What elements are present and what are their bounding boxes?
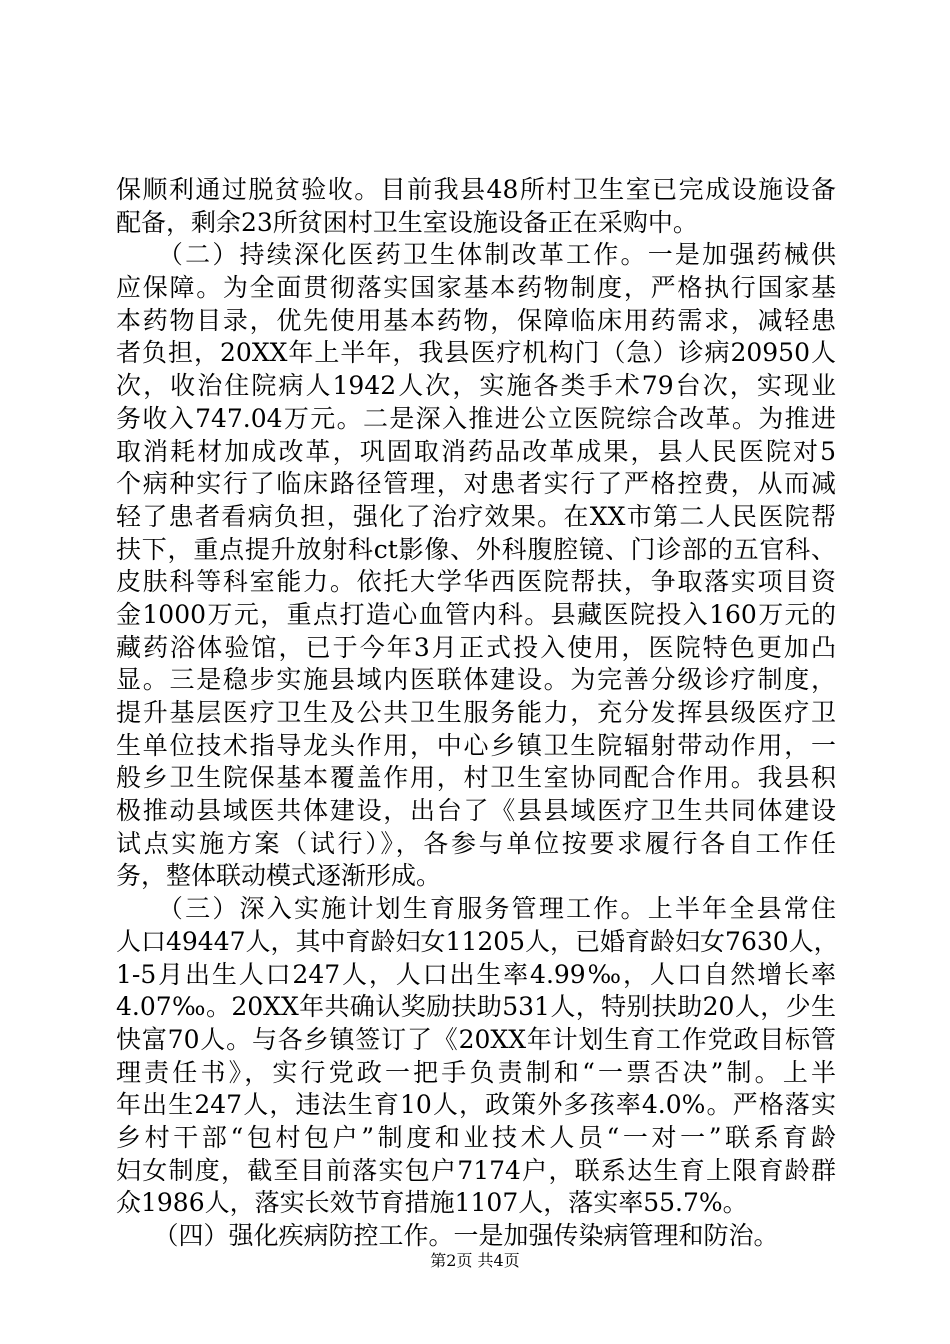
text-line: 皮肤科等科室能力。依托大学华西医院帮扶，争取落实项目资	[116, 567, 836, 597]
text-line: （二）持续深化医药卫生体制改革工作。一是加强药械供	[116, 240, 836, 270]
text-line: 乡村干部“包村包户”制度和业技术人员“一对一”联系育龄	[116, 1122, 836, 1152]
text-line: 应保障。为全面贯彻落实国家基本药物制度，严格执行国家基	[116, 273, 836, 303]
document-body	[116, 174, 839, 1253]
text-line: 务收入747.04万元。二是深入推进公立医院综合改革。为推进	[116, 403, 836, 433]
text-line: 轻了患者看病负担，强化了治疗效果。在XX市第二人民医院帮	[116, 501, 836, 531]
text-line: 本药物目录，优先使用基本药物，保障临床用药需求，减轻患	[116, 305, 836, 335]
text-line: 妇女制度，截至目前落实包户7174户，联系达生育上限育龄群	[116, 1155, 836, 1185]
text-line: 务，整体联动模式逐渐形成。	[116, 861, 442, 891]
text-line: 提升基层医疗卫生及公共卫生服务能力，充分发挥县级医疗卫	[116, 698, 836, 727]
text-line: 藏药浴体验馆，已于今年3月正式投入使用，医院特色更加凸	[116, 632, 836, 662]
text-line: 配备，剩余23所贫困村卫生室设施设备正在采购中。	[116, 207, 698, 237]
text-line: 保顺利通过脱贫验收。目前我县48所村卫生室已完成设施设备	[116, 175, 836, 204]
text-line: 试点实施方案（试行）》，各参与单位按要求履行各自工作任	[116, 828, 836, 858]
text-line: 者负担，20XX年上半年，我县医疗机构门（急）诊病20950人	[116, 338, 836, 368]
text-line: 理责任书》，实行党政一把手负责制和“一票否决”制。上半	[116, 1057, 836, 1087]
text-line: 取消耗材加成改革，巩固取消药品改革成果，县人民医院对5	[116, 436, 836, 466]
text-line: 年出生247人，违法生育10人，政策外多孩率4.0%。严格落实	[116, 1090, 836, 1120]
text-line: 人口49447人，其中育龄妇女11205人，已婚育龄妇女7630人，	[116, 926, 839, 956]
text-line: 极推动县域医共体建设，出台了《县县域医疗卫生共同体建设	[116, 796, 836, 826]
text-line: 扶下，重点提升放射科ct影像、外科腹腔镜、门诊部的五官科、	[116, 534, 836, 564]
text-line: 次，收治住院病人1942人次，实施各类手术79台次，实现业	[116, 371, 836, 401]
text-line: 4.07‰。20XX年共确认奖励扶助531人，特别扶助20人，少生	[116, 992, 836, 1022]
text-line: （四）强化疾病防控工作。一是加强传染病管理和防治。	[116, 1221, 779, 1250]
text-line: 金1000万元，重点打造心血管内科。县藏医院投入160万元的	[116, 599, 836, 629]
text-line: 显。三是稳步实施县域内医联体建设。为完善分级诊疗制度，	[116, 665, 836, 695]
page-footer: 第2页 共4页	[430, 1251, 520, 1270]
text-line: 快富70人。与各乡镇签订了《20XX年计划生育工作党政目标管	[116, 1024, 836, 1054]
text-line: 1-5月出生人口247人，人口出生率4.99‰，人口自然增长率	[116, 959, 836, 989]
text-line: （三）深入实施计划生育服务管理工作。上半年全县常住	[116, 894, 836, 924]
text-line: 般乡卫生院保基本覆盖作用，村卫生室协同配合作用。我县积	[116, 763, 836, 793]
text-line: 个病种实行了临床路径管理，对患者实行了严格控费，从而减	[116, 469, 836, 499]
text-line: 众1986人，落实长效节育措施1107人，落实率55.7%。	[116, 1188, 748, 1218]
text-line: 生单位技术指导龙头作用，中心乡镇卫生院辐射带动作用，一	[116, 730, 836, 760]
